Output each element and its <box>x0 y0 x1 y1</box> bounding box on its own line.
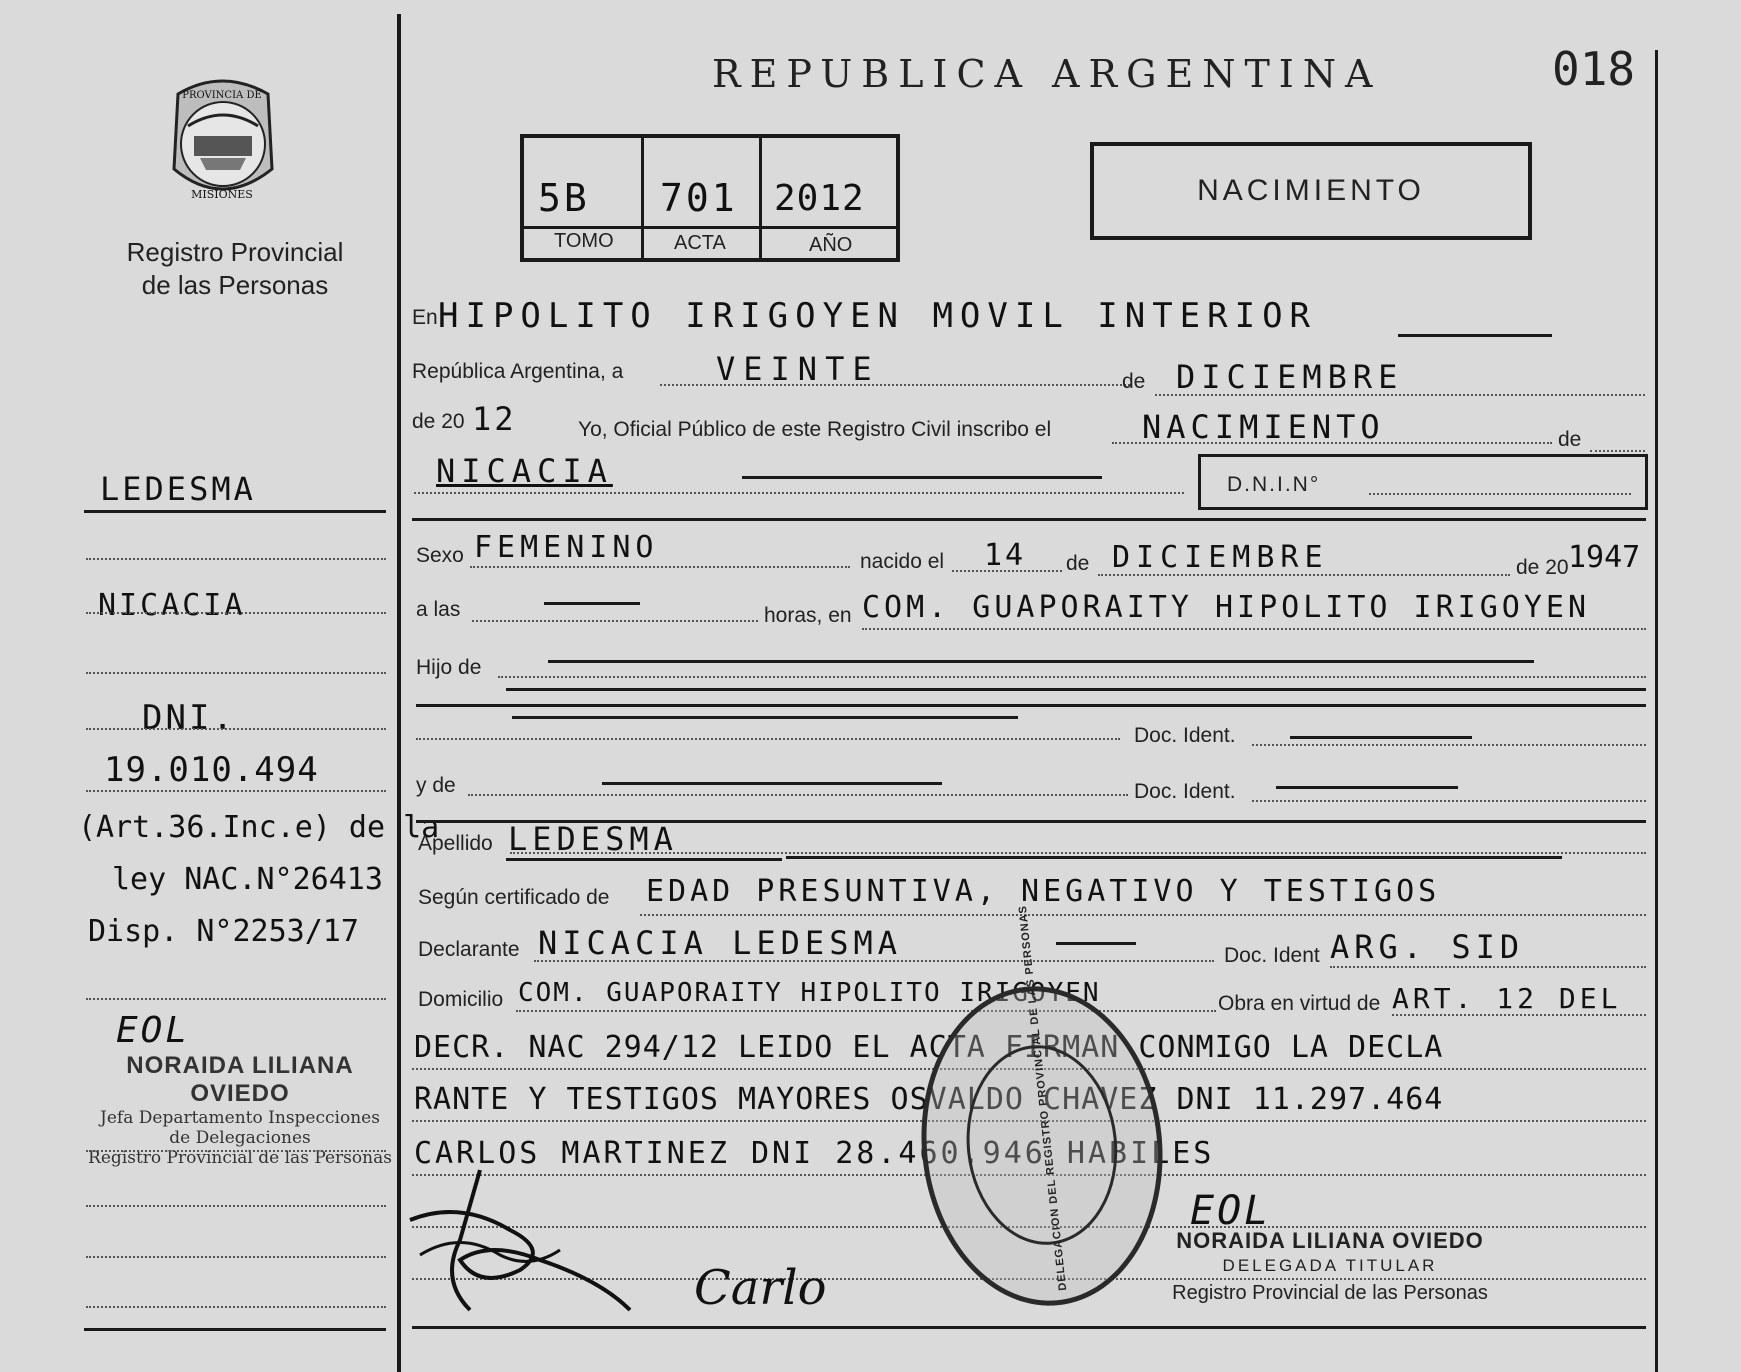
margin-dots <box>86 1150 386 1152</box>
margin-stamp-name: NORAIDA LILIANA OVIEDO <box>126 1052 354 1107</box>
dots <box>1252 744 1646 746</box>
label-segun: Según certificado de <box>418 886 610 909</box>
margin-stamp-title: Jefa Departamento Inspecciones <box>100 1108 380 1128</box>
official-title: DELEGADA TITULAR <box>1222 1256 1438 1275</box>
margin-dots <box>86 1306 386 1308</box>
margin-dots <box>86 998 386 1000</box>
tomo-label: TOMO <box>554 230 614 252</box>
registry-title-line1: Registro Provincial <box>126 237 344 267</box>
rule <box>416 704 1646 707</box>
value-decl-doc: ARG. SID <box>1330 928 1525 966</box>
dots <box>1252 800 1646 802</box>
label-y-de: y de <box>416 774 456 797</box>
folio-number: 018 <box>1552 42 1636 96</box>
bottom-rule <box>412 1326 1646 1329</box>
label-republica: República Argentina, a <box>412 360 624 383</box>
label-de: de <box>1122 370 1146 393</box>
value-sexo: FEMENINO <box>474 530 659 565</box>
rule <box>548 660 1534 663</box>
dots <box>640 914 1646 916</box>
document-type-label: NACIMIENTO <box>1197 174 1425 207</box>
label-nacido: nacido el <box>860 550 945 573</box>
section-rule <box>412 518 1646 521</box>
label-de-20-b: de 20 <box>1516 556 1569 579</box>
rule <box>506 858 782 861</box>
value-dia: VEINTE <box>716 350 880 388</box>
country-title: REPUBLICA ARGENTINA <box>712 52 1382 96</box>
anio-value: 2012 <box>774 178 865 219</box>
rule <box>1290 736 1472 739</box>
observation-line-1: DECR. NAC 294/12 LEIDO EL ACTA FIRMAN CONMIGO LA DECLA <box>414 1030 1444 1065</box>
rule <box>742 476 1102 479</box>
value-lugar: HIPOLITO IRIGOYEN MOVIL INTERIOR <box>438 296 1318 336</box>
right-border <box>1655 50 1658 1372</box>
value-lugar-nac: COM. GUAPORAITY HIPOLITO IRIGOYEN <box>862 590 1591 625</box>
rule <box>1398 334 1552 337</box>
registry-title-line2: de las Personas <box>141 270 329 300</box>
margin-dots <box>86 790 386 792</box>
margin-initials: EOL <box>116 1010 191 1051</box>
dots <box>472 620 758 622</box>
value-declarante: NICACIA LEDESMA <box>538 924 902 962</box>
dni-box <box>1198 454 1648 510</box>
dots <box>1330 966 1646 968</box>
reference-label-rule <box>524 226 896 229</box>
dots <box>1369 493 1631 495</box>
dots <box>416 738 1120 740</box>
rule <box>786 856 1562 859</box>
rule <box>1056 942 1136 945</box>
margin-note-line1: (Art.36.Inc.e) de la <box>78 810 440 845</box>
acta-value: 701 <box>660 176 738 220</box>
acta-label: ACTA <box>674 232 726 254</box>
official-org: Registro Provincial de las Personas <box>1172 1282 1488 1304</box>
round-seal <box>906 904 1178 1317</box>
margin-bottom-rule <box>84 1328 386 1331</box>
margin-note-line2: ley NAC.N°26413 <box>112 862 383 897</box>
label-de-3: de <box>1066 552 1090 575</box>
seal-bottom-text: MISIONES <box>191 188 253 201</box>
margin-dni-label: DNI. <box>142 698 236 738</box>
value-nac-dia: 14 <box>984 538 1027 573</box>
dots <box>470 566 850 568</box>
dots <box>1392 1014 1646 1016</box>
margin-dots <box>86 558 386 560</box>
margin-dots <box>86 672 386 674</box>
seal-top-text: PROVINCIA DE <box>182 90 262 101</box>
value-apellido: LEDESMA <box>508 820 678 858</box>
value-certificado: EDAD PRESUNTIVA, NEGATIVO Y TESTIGOS <box>646 874 1441 909</box>
margin-nombre: NICACIA <box>98 588 246 623</box>
label-obra: Obra en virtud de <box>1218 992 1381 1015</box>
label-doc-ident-decl: Doc. Ident <box>1224 944 1320 967</box>
observation-line-3: CARLOS MARTINEZ DNI 28.460.946 HABILES <box>414 1136 1215 1171</box>
label-en: En <box>412 306 438 329</box>
margin-apellido: LEDESMA <box>100 470 256 508</box>
margin-dots <box>86 612 386 614</box>
rule <box>506 688 1646 691</box>
margin-dots <box>86 1205 386 1207</box>
value-mes: DICIEMBRE <box>1176 358 1404 396</box>
value-acto: NACIMIENTO <box>1142 408 1385 446</box>
label-declarante: Declarante <box>418 938 520 961</box>
dots <box>862 628 1646 630</box>
anio-label: AÑO <box>809 234 853 256</box>
margin-rule <box>84 510 386 513</box>
value-domicilio: COM. GUAPORAITY HIPOLITO IRIGOYEN <box>518 978 1101 1008</box>
dots <box>468 794 1128 796</box>
registry-title <box>80 236 390 302</box>
margin-stamp-title2: de Delegaciones <box>169 1128 311 1148</box>
dots <box>498 676 1646 678</box>
official-stamp <box>1150 1228 1510 1305</box>
label-sexo: Sexo <box>416 544 464 567</box>
dots <box>516 1010 1216 1012</box>
official-name: NORAIDA LILIANA OVIEDO <box>1176 1228 1484 1253</box>
value-anio-sufijo: 12 <box>472 400 517 438</box>
value-nac-mes: DICIEMBRE <box>1112 540 1329 575</box>
rule <box>602 782 942 785</box>
rule <box>1276 786 1458 789</box>
dots <box>510 852 1646 854</box>
label-horas: horas, en <box>764 604 852 627</box>
margin-note-line3: Disp. N°2253/17 <box>88 914 359 949</box>
margin-dots <box>86 728 386 730</box>
observation-line-2: RANTE Y TESTIGOS MAYORES OSVALDO CHAVEZ DNI 11.297.464 <box>414 1082 1444 1117</box>
label-de-20: de 20 <box>412 410 465 433</box>
margin-dots <box>86 1256 386 1258</box>
label-domicilio: Domicilio <box>418 988 504 1011</box>
official-initials: EOL <box>1190 1188 1272 1234</box>
label-apellido: Apellido <box>418 832 493 855</box>
document-type-box <box>1090 142 1532 240</box>
reference-box <box>520 134 900 262</box>
tomo-value: 5B <box>538 176 590 220</box>
rule <box>544 602 640 605</box>
label-doc-ident: Doc. Ident. <box>1134 724 1236 747</box>
label-yo: Yo, Oficial Público de este Registro Civil inscribo el <box>578 418 1052 441</box>
dots <box>414 492 1184 494</box>
margin-dni-number: 19.010.494 <box>104 750 319 790</box>
label-dni: D.N.I.N° <box>1227 473 1321 496</box>
rule <box>512 716 1018 719</box>
label-a-las: a las <box>416 598 461 621</box>
dots <box>1590 450 1645 452</box>
value-nac-anio: 1947 <box>1568 540 1641 575</box>
value-nombre: NICACIA <box>436 452 613 490</box>
declarant-signature <box>400 1160 650 1320</box>
round-seal-text: DELEGACION DEL REGISTRO PROVINCIAL DE LAS PERSONAS <box>1016 904 1070 1292</box>
margin-stamp-org: Registro Provincial de las Personas <box>88 1148 392 1168</box>
label-doc-ident-2: Doc. Ident. <box>1134 780 1236 803</box>
value-obra: ART. 12 DEL <box>1392 982 1622 1015</box>
witness-signature: Carlo <box>694 1260 827 1316</box>
label-de-2: de <box>1558 428 1582 451</box>
dots <box>534 960 1214 962</box>
misiones-seal-logo <box>160 74 285 214</box>
label-hijo: Hijo de <box>416 656 482 679</box>
